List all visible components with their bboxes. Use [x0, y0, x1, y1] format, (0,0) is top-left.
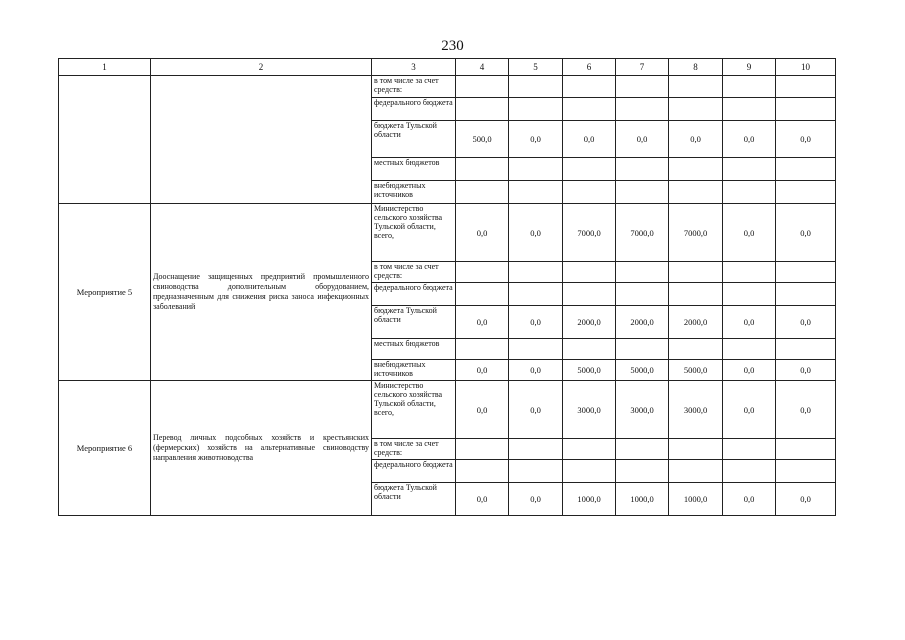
value-cell: 0,0: [509, 381, 563, 439]
value-cell: [669, 262, 723, 283]
value-cell: [456, 98, 509, 121]
value-cell: 0,0: [776, 121, 836, 158]
value-cell: [723, 98, 776, 121]
value-cell: [776, 76, 836, 98]
value-cell: [723, 158, 776, 181]
value-cell: [723, 283, 776, 306]
value-cell: 2000,0: [669, 306, 723, 339]
value-cell: [456, 439, 509, 460]
funding-source: местных бюджетов: [372, 339, 456, 360]
value-cell: [563, 262, 616, 283]
funding-source: бюджета Тульской области: [372, 306, 456, 339]
value-cell: 0,0: [509, 360, 563, 381]
value-cell: [669, 460, 723, 483]
funding-source: внебюджетных источников: [372, 181, 456, 204]
value-cell: 1000,0: [669, 483, 723, 516]
measure-name: Мероприятие 6: [59, 381, 151, 516]
table-body: [59, 76, 836, 516]
value-cell: [563, 98, 616, 121]
column-header: 9: [723, 59, 776, 76]
funding-source: федерального бюджета: [372, 283, 456, 306]
value-cell: [509, 181, 563, 204]
value-cell: 0,0: [776, 306, 836, 339]
value-cell: [509, 76, 563, 98]
value-cell: [616, 181, 669, 204]
value-cell: [509, 460, 563, 483]
value-cell: 0,0: [776, 204, 836, 262]
value-cell: [776, 98, 836, 121]
value-cell: [723, 460, 776, 483]
column-header: 6: [563, 59, 616, 76]
budget-table: [58, 58, 836, 516]
value-cell: 0,0: [723, 483, 776, 516]
value-cell: [723, 181, 776, 204]
value-cell: [509, 158, 563, 181]
value-cell: 0,0: [456, 360, 509, 381]
value-cell: 3000,0: [669, 381, 723, 439]
funding-source: федерального бюджета: [372, 460, 456, 483]
value-cell: [563, 158, 616, 181]
value-cell: [456, 181, 509, 204]
value-cell: 0,0: [563, 121, 616, 158]
measure-name: Мероприятие 5: [59, 204, 151, 381]
value-cell: 0,0: [723, 204, 776, 262]
page-number: 230: [441, 38, 464, 54]
value-cell: [723, 339, 776, 360]
value-cell: [456, 283, 509, 306]
value-cell: 1000,0: [616, 483, 669, 516]
value-cell: [563, 339, 616, 360]
value-cell: 7000,0: [616, 204, 669, 262]
value-cell: [669, 158, 723, 181]
funding-source: бюджета Тульской области: [372, 483, 456, 516]
value-cell: 0,0: [776, 360, 836, 381]
column-header: 10: [776, 59, 836, 76]
funding-source: Министерство сельского хозяйства Тульской области, всего,: [372, 204, 456, 262]
funding-source: в том числе за счет средств:: [372, 262, 456, 283]
value-cell: [509, 262, 563, 283]
value-cell: [776, 262, 836, 283]
value-cell: [723, 76, 776, 98]
value-cell: [723, 262, 776, 283]
value-cell: [616, 158, 669, 181]
value-cell: [723, 439, 776, 460]
value-cell: [563, 181, 616, 204]
value-cell: 0,0: [456, 204, 509, 262]
value-cell: [509, 283, 563, 306]
value-cell: [669, 439, 723, 460]
value-cell: [509, 339, 563, 360]
value-cell: 0,0: [616, 121, 669, 158]
column-header: 4: [456, 59, 509, 76]
value-cell: 1000,0: [563, 483, 616, 516]
value-cell: 0,0: [456, 381, 509, 439]
value-cell: [563, 76, 616, 98]
value-cell: [776, 158, 836, 181]
value-cell: [776, 181, 836, 204]
value-cell: [509, 98, 563, 121]
value-cell: [456, 339, 509, 360]
value-cell: 2000,0: [563, 306, 616, 339]
value-cell: 0,0: [669, 121, 723, 158]
measure-description: [151, 76, 372, 204]
value-cell: [669, 98, 723, 121]
value-cell: 0,0: [723, 360, 776, 381]
value-cell: [616, 283, 669, 306]
value-cell: [669, 76, 723, 98]
funding-source: внебюджетных источников: [372, 360, 456, 381]
value-cell: [616, 339, 669, 360]
measure-description: Дооснащение защищенных предприятий промышленного свиноводства дополнительным оборудованием, предназначенным для снижения риска заноса инфекционных заболеваний: [151, 204, 372, 381]
value-cell: [669, 181, 723, 204]
value-cell: [456, 460, 509, 483]
value-cell: 3000,0: [616, 381, 669, 439]
value-cell: [616, 439, 669, 460]
value-cell: 0,0: [723, 306, 776, 339]
value-cell: [776, 460, 836, 483]
value-cell: [509, 439, 563, 460]
value-cell: 0,0: [509, 306, 563, 339]
value-cell: [456, 76, 509, 98]
value-cell: [456, 262, 509, 283]
value-cell: 5000,0: [616, 360, 669, 381]
header-row: [59, 59, 836, 76]
column-header: 1: [59, 59, 151, 76]
value-cell: 0,0: [723, 121, 776, 158]
value-cell: 5000,0: [669, 360, 723, 381]
value-cell: [616, 262, 669, 283]
column-header: 7: [616, 59, 669, 76]
table-row: [59, 76, 836, 98]
value-cell: [776, 283, 836, 306]
value-cell: 0,0: [776, 381, 836, 439]
value-cell: 0,0: [509, 204, 563, 262]
table-row: [59, 381, 836, 439]
funding-source: бюджета Тульской области: [372, 121, 456, 158]
value-cell: 0,0: [776, 483, 836, 516]
value-cell: [616, 460, 669, 483]
funding-source: федерального бюджета: [372, 98, 456, 121]
value-cell: [669, 283, 723, 306]
value-cell: 0,0: [456, 306, 509, 339]
value-cell: [776, 339, 836, 360]
table-row: [59, 204, 836, 262]
value-cell: 5000,0: [563, 360, 616, 381]
value-cell: [616, 76, 669, 98]
value-cell: 0,0: [456, 483, 509, 516]
funding-source: Министерство сельского хозяйства Тульской области, всего,: [372, 381, 456, 439]
value-cell: 7000,0: [669, 204, 723, 262]
value-cell: [776, 439, 836, 460]
value-cell: [563, 460, 616, 483]
funding-source: в том числе за счет средств:: [372, 439, 456, 460]
measure-name: [59, 76, 151, 204]
value-cell: 3000,0: [563, 381, 616, 439]
measure-description: Перевод личных подсобных хозяйств и крестьянских (фермерских) хозяйств на альтернативные свиноводству направления животноводства: [151, 381, 372, 516]
value-cell: 7000,0: [563, 204, 616, 262]
column-header: 8: [669, 59, 723, 76]
value-cell: 0,0: [723, 381, 776, 439]
value-cell: 0,0: [509, 121, 563, 158]
value-cell: [456, 158, 509, 181]
value-cell: [563, 283, 616, 306]
funding-source: местных бюджетов: [372, 158, 456, 181]
column-header: 5: [509, 59, 563, 76]
value-cell: [563, 439, 616, 460]
value-cell: [616, 98, 669, 121]
value-cell: 0,0: [509, 483, 563, 516]
value-cell: 2000,0: [616, 306, 669, 339]
value-cell: [669, 339, 723, 360]
column-header: 2: [151, 59, 372, 76]
column-header: 3: [372, 59, 456, 76]
funding-source: в том числе за счет средств:: [372, 76, 456, 98]
value-cell: 500,0: [456, 121, 509, 158]
